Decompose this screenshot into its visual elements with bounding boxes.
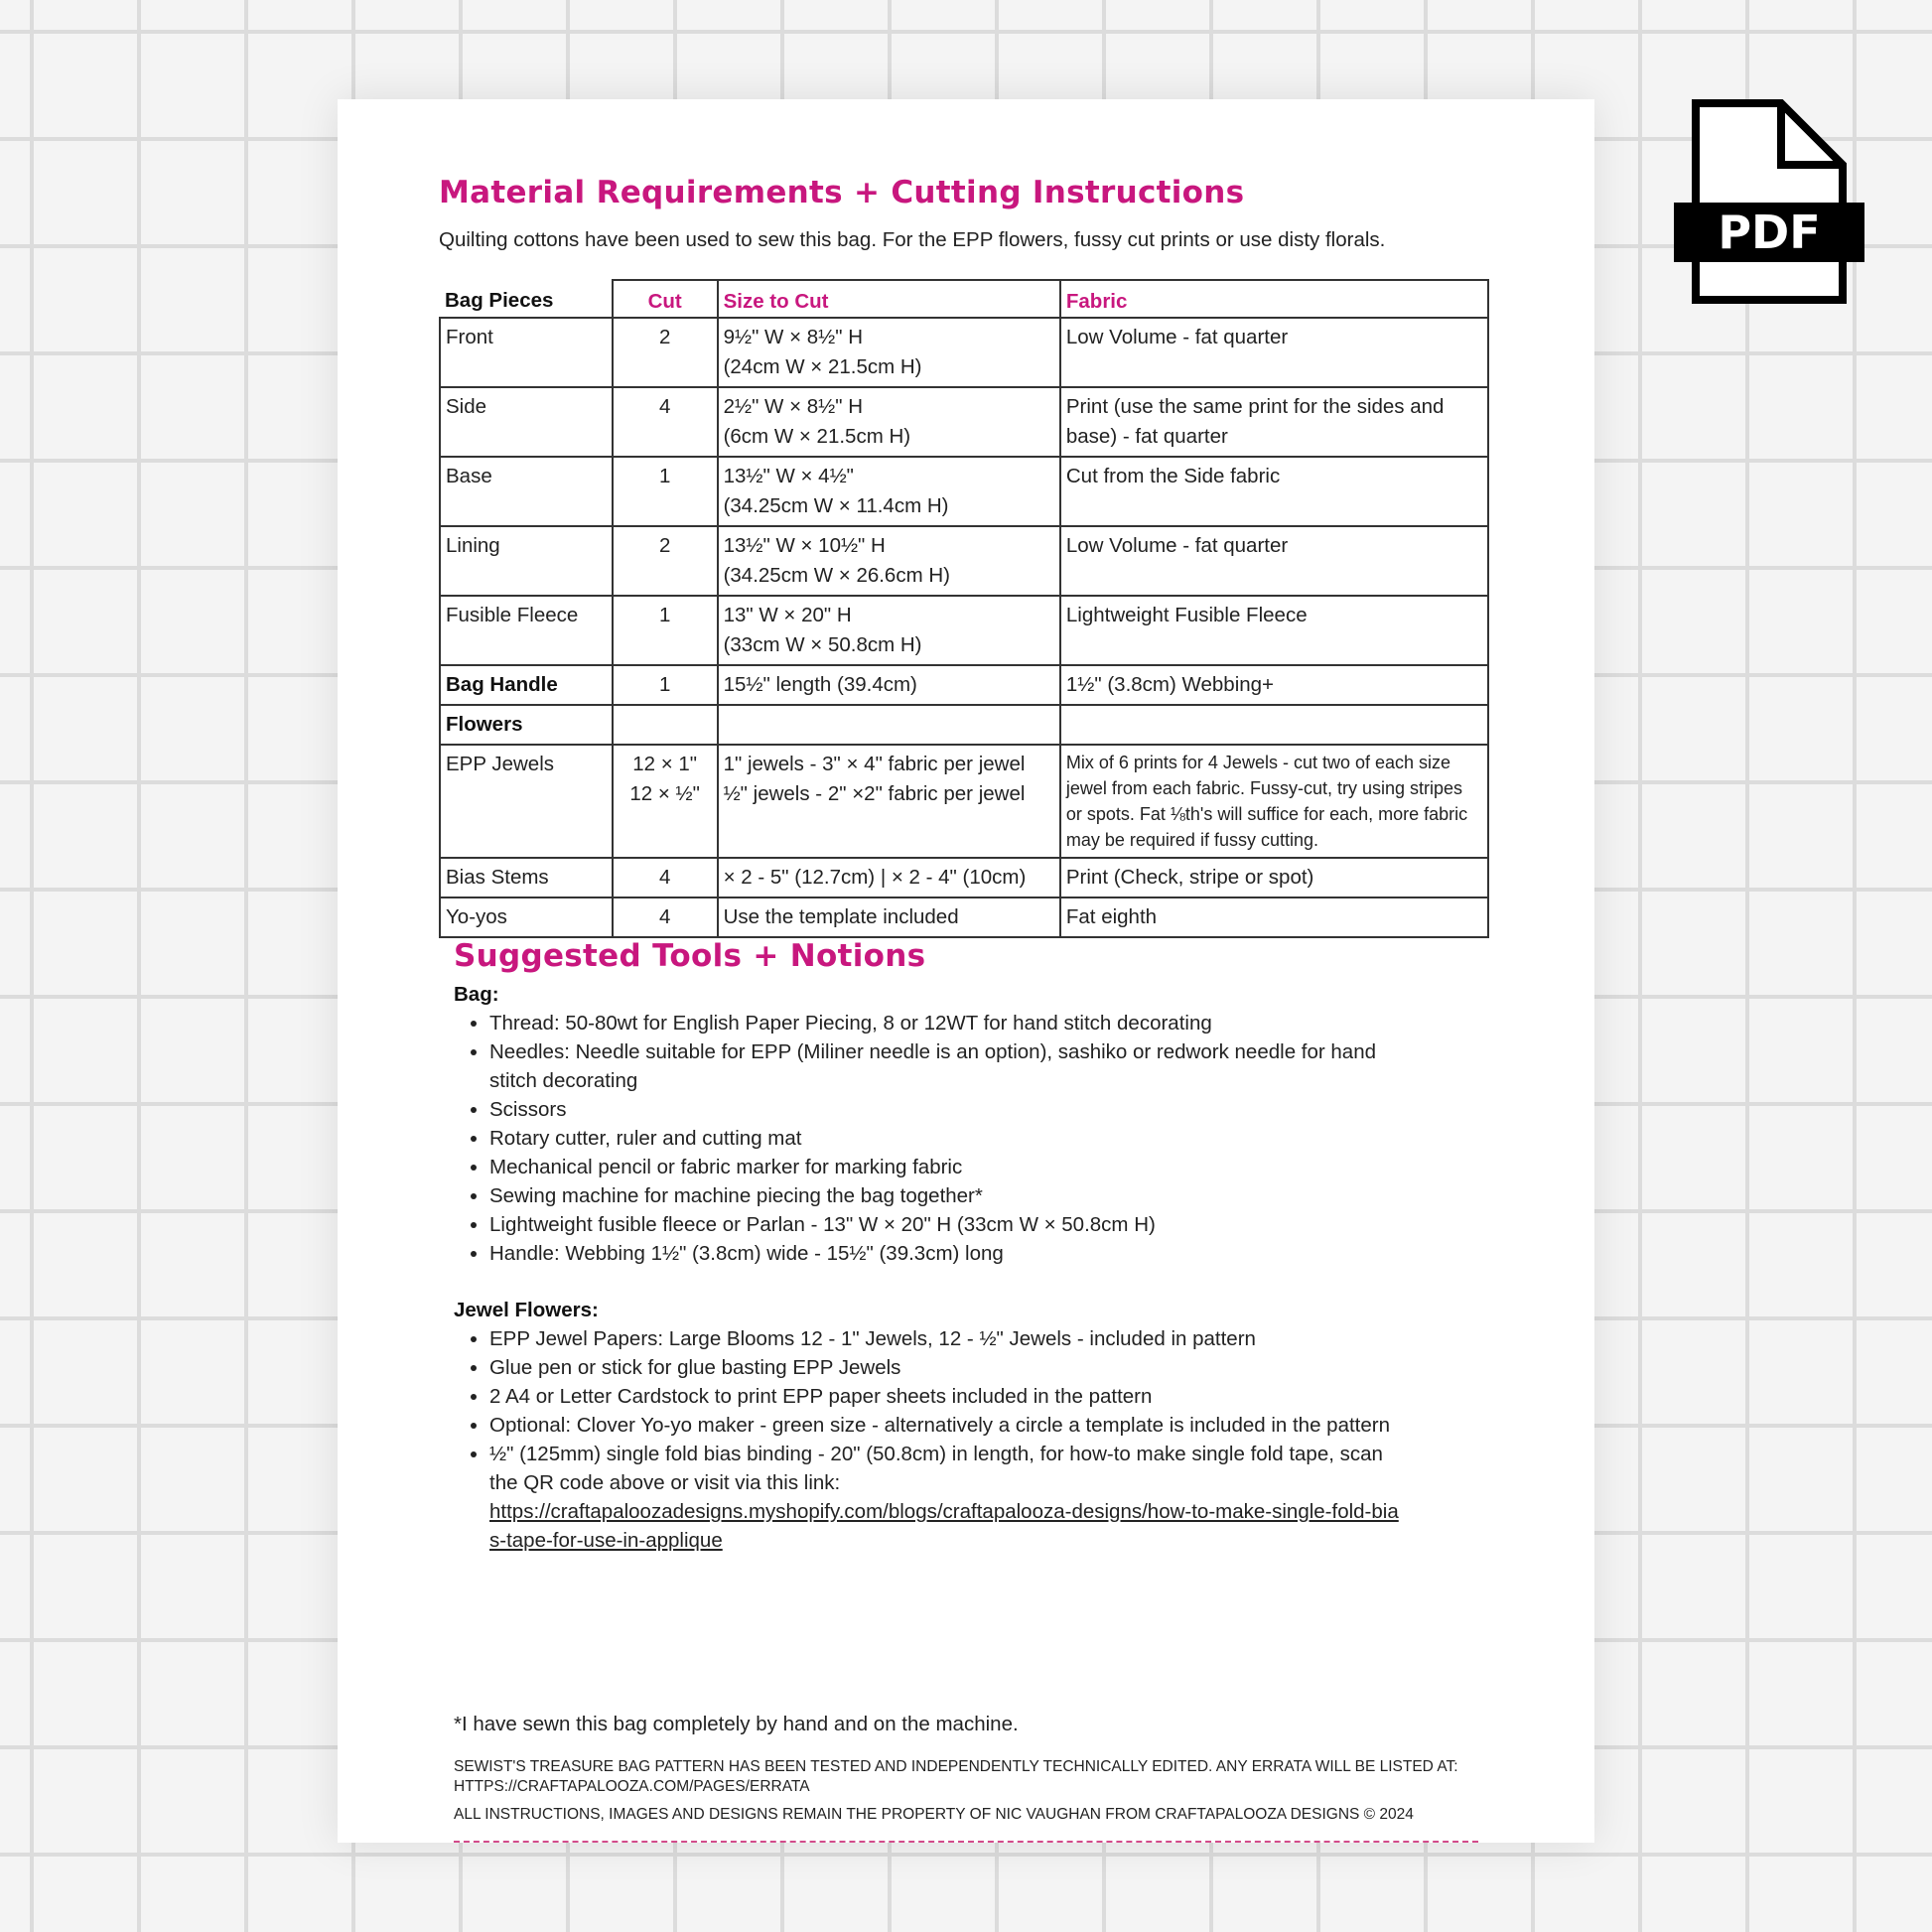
list-item: • Needles: Needle suitable for EPP (Miliner needle is an option), sashiko or redwork needle for hand stitch decorating xyxy=(489,1037,1403,1095)
header-cut: Cut xyxy=(613,280,718,318)
list-item: • Rotary cutter, ruler and cutting mat xyxy=(489,1124,1403,1153)
cell-size: × 2 - 5" (12.7cm) | × 2 - 4" (10cm) xyxy=(718,858,1060,897)
cell-cut: 2 xyxy=(613,526,718,596)
table-row xyxy=(440,526,1488,596)
cell-fabric: Cut from the Side fabric xyxy=(1060,457,1488,526)
cell-cut: 1 xyxy=(613,665,718,705)
cell-fabric xyxy=(1060,705,1488,745)
table-row xyxy=(440,596,1488,665)
jewel-heading: Jewel Flowers: xyxy=(454,1299,599,1321)
cell-fabric: Lightweight Fusible Fleece xyxy=(1060,596,1488,665)
pdf-file-icon xyxy=(1672,99,1866,308)
cell-fabric: Print (use the same print for the sides and base) - fat quarter xyxy=(1060,387,1488,457)
cell-piece: Side xyxy=(440,387,613,457)
bias-binding-text: ½" (125mm) single fold bias binding - 20" (50.8cm) in length, for how-to make single fold tape, scan the QR code above or visit via this link: xyxy=(489,1443,1383,1494)
table-row xyxy=(440,705,1488,745)
jewel-tools-list xyxy=(454,1324,1403,1555)
table-row xyxy=(440,858,1488,897)
dashed-divider xyxy=(454,1841,1478,1843)
bias-tape-link[interactable]: https://craftapaloozadesigns.myshopify.com/blogs/craftapalooza-designs/how-to-make-single-fold-bias-tape-for-use-in-applique xyxy=(489,1500,1399,1552)
table-row xyxy=(440,318,1488,387)
cell-size: 13½" W × 10½" H (34.25cm W × 26.6cm H) xyxy=(718,526,1060,596)
list-item: • Glue pen or stick for glue basting EPP Jewels xyxy=(489,1353,1403,1382)
cell-piece: Lining xyxy=(440,526,613,596)
cell-piece: Bias Stems xyxy=(440,858,613,897)
header-bag-pieces: Bag Pieces xyxy=(440,280,613,318)
cell-size: 13½" W × 4½" (34.25cm W × 11.4cm H) xyxy=(718,457,1060,526)
cell-cut: 1 xyxy=(613,596,718,665)
cell-size: 9½" W × 8½" H (24cm W × 21.5cm H) xyxy=(718,318,1060,387)
cell-piece: Bag Handle xyxy=(440,665,613,705)
list-item: • EPP Jewel Papers: Large Blooms 12 - 1" Jewels, 12 - ½" Jewels - included in pattern xyxy=(489,1324,1403,1353)
table-row xyxy=(440,387,1488,457)
header-fabric: Fabric xyxy=(1060,280,1488,318)
document-page xyxy=(338,99,1594,1843)
cell-fabric: Low Volume - fat quarter xyxy=(1060,526,1488,596)
cell-fabric: Print (Check, stripe or spot) xyxy=(1060,858,1488,897)
table-row xyxy=(440,457,1488,526)
table-header-row xyxy=(440,280,1488,318)
intro-text: Quilting cottons have been used to sew this bag. For the EPP flowers, fussy cut prints or use disty florals. xyxy=(439,228,1386,251)
list-item: • Mechanical pencil or fabric marker for marking fabric xyxy=(489,1153,1403,1181)
cell-size: Use the template included xyxy=(718,897,1060,937)
footnote: *I have sewn this bag completely by hand and on the machine. xyxy=(454,1713,1019,1735)
cell-piece: Flowers xyxy=(440,705,613,745)
list-item: • Scissors xyxy=(489,1095,1403,1124)
cell-size: 1" jewels - 3" × 4" fabric per jewel ½" jewels - 2" ×2" fabric per jewel xyxy=(718,745,1060,858)
cell-cut: 1 xyxy=(613,457,718,526)
list-item: • Optional: Clover Yo-yo maker - green size - alternatively a circle a template is included in the pattern xyxy=(489,1411,1403,1440)
materials-table xyxy=(439,279,1489,938)
list-item: • 2 A4 or Letter Cardstock to print EPP paper sheets included in the pattern xyxy=(489,1382,1403,1411)
cell-fabric: Low Volume - fat quarter xyxy=(1060,318,1488,387)
bag-heading: Bag: xyxy=(454,983,499,1006)
cell-size: 15½" length (39.4cm) xyxy=(718,665,1060,705)
list-item xyxy=(489,1440,1403,1555)
table-row xyxy=(440,745,1488,858)
list-item: • Lightweight fusible fleece or Parlan - 13" W × 20" H (33cm W × 50.8cm H) xyxy=(489,1210,1403,1239)
list-item: • Handle: Webbing 1½" (3.8cm) wide - 15½" (39.3cm) long xyxy=(489,1239,1403,1268)
cell-cut: 4 xyxy=(613,897,718,937)
bag-tools-list xyxy=(454,1009,1403,1268)
cell-cut: 4 xyxy=(613,858,718,897)
cell-fabric: Mix of 6 prints for 4 Jewels - cut two of each size jewel from each fabric. Fussy-cut, try using stripes or spots. Fat ⅛th's will suffice for each, more fabric may be required if fussy cutting. xyxy=(1060,745,1488,858)
cell-cut: 2 xyxy=(613,318,718,387)
header-size-to-cut: Size to Cut xyxy=(718,280,1060,318)
cell-size: 13" W × 20" H (33cm W × 50.8cm H) xyxy=(718,596,1060,665)
list-item: • Sewing machine for machine piecing the bag together* xyxy=(489,1181,1403,1210)
cell-piece: Fusible Fleece xyxy=(440,596,613,665)
list-item: • Thread: 50-80wt for English Paper Piecing, 8 or 12WT for hand stitch decorating xyxy=(489,1009,1403,1037)
page-title: Material Requirements + Cutting Instructions xyxy=(439,175,1245,210)
table-row xyxy=(440,665,1488,705)
tools-title: Suggested Tools + Notions xyxy=(454,938,926,974)
cell-piece: Front xyxy=(440,318,613,387)
pdf-badge-label: PDF xyxy=(1718,206,1821,259)
errata-notice: SEWIST'S TREASURE BAG PATTERN HAS BEEN TESTED AND INDEPENDENTLY TECHNICALLY EDITED. ANY ERRATA WILL BE LISTED AT: HTTPS://CRAFTAPALOOZA.COM/PAGES/ERRATA xyxy=(454,1758,1458,1795)
cell-cut: 4 xyxy=(613,387,718,457)
table-row xyxy=(440,897,1488,937)
cell-fabric: Fat eighth xyxy=(1060,897,1488,937)
cell-piece: Yo-yos xyxy=(440,897,613,937)
cell-size: 2½" W × 8½" H (6cm W × 21.5cm H) xyxy=(718,387,1060,457)
cell-size xyxy=(718,705,1060,745)
cell-fabric: 1½" (3.8cm) Webbing+ xyxy=(1060,665,1488,705)
cell-cut: 12 × 1" 12 × ½" xyxy=(613,745,718,858)
cell-cut xyxy=(613,705,718,745)
cell-piece: EPP Jewels xyxy=(440,745,613,858)
cell-piece: Base xyxy=(440,457,613,526)
copyright-notice: ALL INSTRUCTIONS, IMAGES AND DESIGNS REMAIN THE PROPERTY OF NIC VAUGHAN FROM CRAFTAPALOOZA DESIGNS © 2024 xyxy=(454,1806,1414,1823)
